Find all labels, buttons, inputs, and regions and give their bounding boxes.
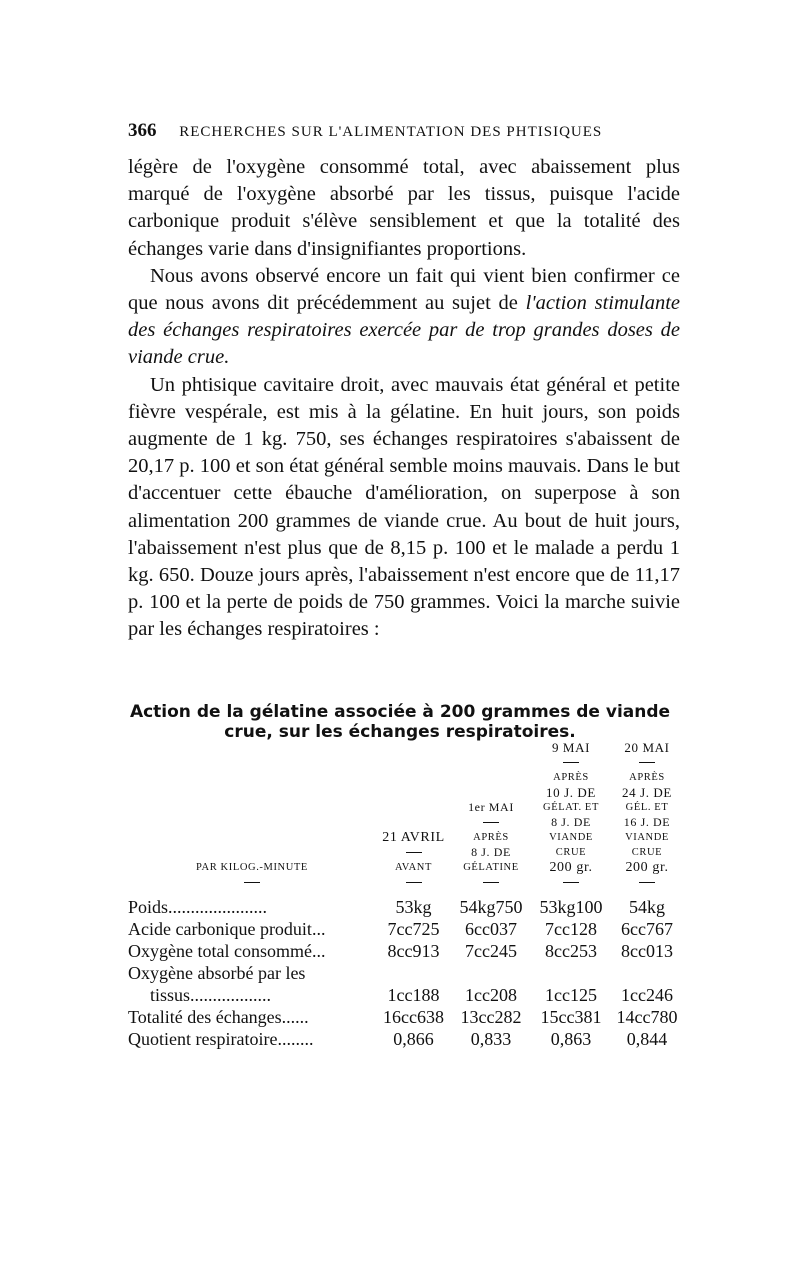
row-header-label: PAR KILOG.-MINUTE <box>196 862 308 873</box>
col2-line-4: GÉLATINE <box>463 862 519 873</box>
table-header-row <box>128 740 683 890</box>
col-header-1 <box>376 740 451 890</box>
cell: 53kg <box>395 897 432 917</box>
row-label: Quotient respiratoire........ <box>128 1029 314 1049</box>
running-header <box>128 120 680 142</box>
row-label: Poids...................... <box>128 897 268 917</box>
col3-date: 9 MAI <box>551 740 591 755</box>
paragraph-3: Un phtisique cavitaire droit, avec mauvais état général et petite fièvre vespérale, est mis à la gélatine. En huit jours, son poids augmente de 1 kg. 750, ses échanges respiratoires s'abaissent de 20,17 p. 100 et son état général semble moins mauvais. Dans le but d'accentuer cette ébauche d'amélioration, on superpose à son alimentation 200 grammes de viande crue. Au bout de huit jours, l'abaissement n'est plus que de 8,15 p. 100 et le malade a perdu 1 kg. 650. Douze jours après, l'abaissement n'est encore que de 11,17 p. 100 et la perte de poids de 750 grammes. Voici la marche suivie par les échanges respiratoires : <box>128 373 680 641</box>
paragraph-2-italic: l'action stimulante des échanges respiratoires exercée par de trop grandes doses de viande crue. <box>128 292 681 369</box>
cell <box>611 962 683 984</box>
cell: 1cc188 <box>387 985 440 1005</box>
respiratory-table <box>128 740 683 1050</box>
cell: 7cc245 <box>465 941 517 961</box>
cell: 6cc767 <box>621 919 673 939</box>
page-number: 366 <box>128 120 157 141</box>
cell: 13cc282 <box>460 1007 522 1027</box>
cell: 1cc208 <box>465 985 517 1005</box>
table-row <box>128 984 683 1006</box>
cell: 8cc913 <box>387 941 440 961</box>
cell: 0,863 <box>550 1029 592 1049</box>
cell: 8cc013 <box>621 941 673 961</box>
cell: 16cc638 <box>383 1007 444 1027</box>
col3-line-2: APRÈS <box>553 772 589 783</box>
cell <box>376 962 451 984</box>
col4-date: 20 MAI <box>624 740 670 755</box>
cell: 6cc037 <box>465 919 517 939</box>
cell: 7cc128 <box>545 919 597 939</box>
cell: 0,844 <box>626 1029 668 1049</box>
col4-line-3: 24 J. DE <box>622 785 672 800</box>
col4-line-6: VIANDE <box>625 832 669 843</box>
table-caption <box>110 702 690 742</box>
paragraph-2-text: Nous avons observé encore un fait qui vient bien confirmer ce que nous avons dit précédemment au sujet de <box>128 264 680 315</box>
cell: 0,866 <box>393 1029 434 1049</box>
cell: 0,833 <box>470 1029 512 1049</box>
body-text <box>128 154 680 644</box>
table-row <box>128 1028 683 1050</box>
cell: 14cc780 <box>616 1007 678 1027</box>
cell: 1cc125 <box>545 985 597 1005</box>
col2-line-2: APRÈS <box>473 832 509 843</box>
col1-date: 21 AVRIL <box>382 830 445 845</box>
col-header-3 <box>531 740 611 890</box>
col3-line-4: GÉLAT. ET <box>543 802 599 813</box>
caption-line-1: Action de la gélatine associée à 200 grammes de viande <box>129 702 671 722</box>
col-header-4 <box>611 740 683 890</box>
row-label: Totalité des échanges...... <box>128 1007 309 1027</box>
col1-label: AVANT <box>394 862 433 873</box>
paragraph-1: légère de l'oxygène consommé total, avec abaissement plus marqué de l'oxygène absorbé par les tissus, puisque l'acide carbonique produit s'élève sensiblement et que la totalité des échanges varie dans d'insignifiantes proportions. <box>128 156 680 260</box>
col3-line-6: VIANDE <box>549 832 593 843</box>
table-row <box>128 918 683 940</box>
col4-line-2: APRÈS <box>629 772 665 783</box>
col4-line-4: GÉL. ET <box>625 802 669 813</box>
col-header-2 <box>451 740 531 890</box>
row-header-cell <box>128 740 376 890</box>
col4-line-5: 16 J. DE <box>623 815 671 829</box>
row-label: tissus.................. <box>150 985 272 1005</box>
col4-line-7: CRUE <box>631 847 663 858</box>
cell: 8cc253 <box>545 941 597 961</box>
col2-line-3: 8 J. DE <box>471 845 511 859</box>
cell <box>451 962 531 984</box>
row-label: Acide carbonique produit... <box>128 919 326 939</box>
table-row <box>128 940 683 962</box>
col3-line-7: CRUE <box>555 847 587 858</box>
running-title: RECHERCHES SUR L'ALIMENTATION DES PHTISIQUES <box>179 124 603 140</box>
col3-line-8: 200 gr. <box>549 860 593 875</box>
caption-line-2: crue, sur les échanges respiratoires. <box>224 722 576 742</box>
row-label: Oxygène absorbé par les <box>128 963 306 983</box>
cell: 1cc246 <box>621 985 673 1005</box>
cell <box>531 962 611 984</box>
row-label: Oxygène total consommé... <box>128 941 326 961</box>
cell: 15cc381 <box>540 1007 602 1027</box>
col3-line-5: 8 J. DE <box>551 815 591 829</box>
col2-date: 1er MAI <box>468 800 514 814</box>
cell: 7cc725 <box>387 919 440 939</box>
cell: 53kg100 <box>539 897 603 917</box>
paragraph-2 <box>128 263 680 372</box>
col4-line-8: 200 gr. <box>625 860 669 875</box>
table-row <box>128 962 683 984</box>
cell: 54kg <box>629 897 665 917</box>
table-row <box>128 1006 683 1028</box>
table-row <box>128 896 683 918</box>
cell: 54kg750 <box>459 897 523 917</box>
col3-line-3: 10 J. DE <box>546 785 596 800</box>
